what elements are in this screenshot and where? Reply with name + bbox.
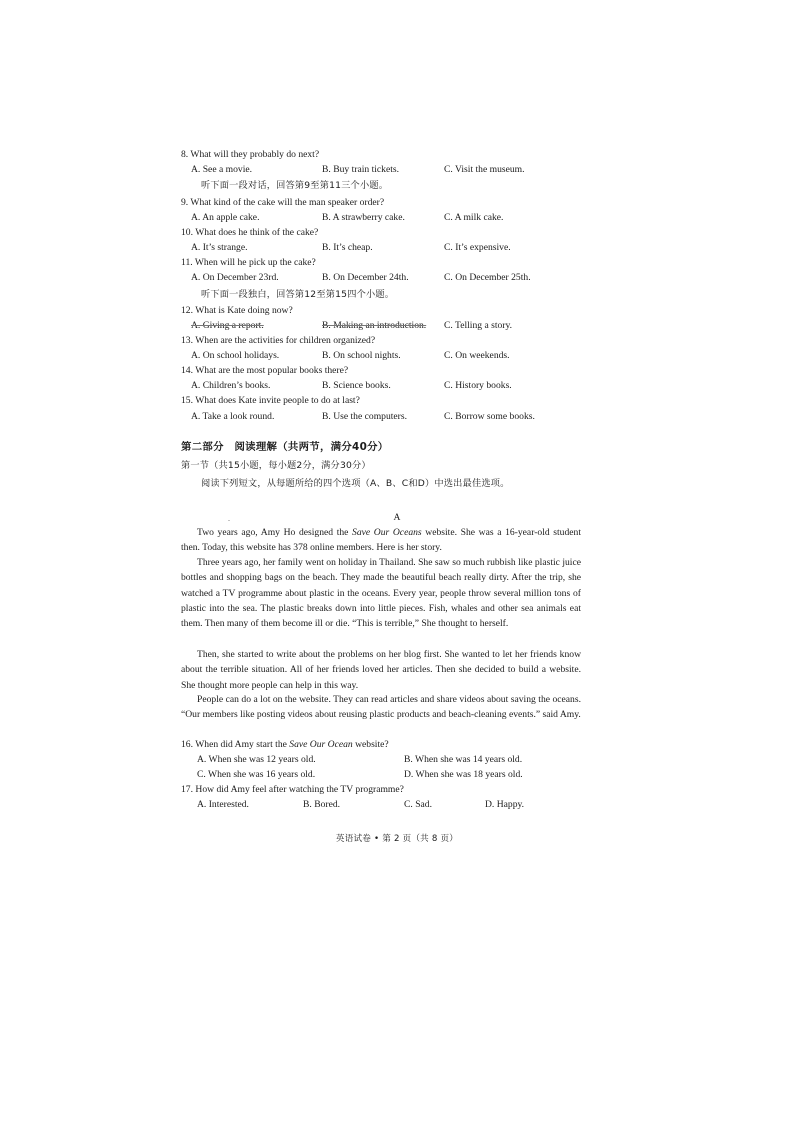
question-9-option-b: B. A strawberry cake. <box>322 212 405 223</box>
question-13-option-c: C. On weekends. <box>444 350 510 361</box>
question-14-stem: 14. What are the most popular books there? <box>181 365 349 376</box>
question-8-stem: 8. What will they probably do next? <box>181 149 320 160</box>
question-12-option-b: B. Making an introduction. <box>322 320 427 331</box>
question-17-option-b: B. Bored. <box>303 799 341 810</box>
question-16-option-c: C. When she was 16 years old. <box>197 769 316 780</box>
question-10-stem: 10. What does he think of the cake? <box>181 227 319 238</box>
question-13-option-b: B. On school nights. <box>322 350 401 361</box>
passage-paragraph-3: Then, she started to write about the problems on her blog first. She wanted to let her friends know about the terrible situation. All of her friends loved her articles. Then she decided to build a website. She thought more people can help in this way. <box>181 649 581 691</box>
question-11-option-c: C. On December 25th. <box>444 272 531 283</box>
question-13-stem: 13. When are the activities for children organized? <box>181 335 376 346</box>
question-16-option-d: D. When she was 18 years old. <box>404 769 523 780</box>
question-11-option-b: B. On December 24th. <box>322 272 409 283</box>
section-one-title: 第一节（共15小题，每小题2分，满分30分） <box>181 460 371 471</box>
listening-instruction-2: 听下面一段独白，回答第12至第15四个小题。 <box>201 289 395 300</box>
question-16-option-a: A. When she was 12 years old. <box>197 754 316 765</box>
question-15-option-b: B. Use the computers. <box>322 411 407 422</box>
question-14-option-b: B. Science books. <box>322 380 391 391</box>
passage-paragraph-1: Two years ago, Amy Ho designed the Save Our Oceans website. She was a 16-year-old student then. Today, this website has 378 online members. Here is her story. <box>181 527 581 554</box>
passage-paragraph-2: Three years ago, her family went on holiday in Thailand. She saw so much rubbish like plastic juice bottles and shopping bags on the beach. They made the beautiful beach really dirty. After the trip, she watched a TV programme about plastic in the oceans. Every year, people throw several million tons of plastic into the sea. The plastic breaks down into little pieces. Fish, whales and other sea animals eat them. Then many of them become ill or die. “This is terrible,” She thought to herself. <box>181 557 581 630</box>
part-two-title: 第二部分 阅读理解（共两节，满分40分） <box>181 441 389 453</box>
question-9-option-a: A. An apple cake. <box>191 212 260 223</box>
question-12-stem: 12. What is Kate doing now? <box>181 305 293 316</box>
page-footer: 英语试卷 • 第 2 页（共 8 页） <box>335 834 459 844</box>
question-10-option-a: A. It’s strange. <box>191 242 248 253</box>
stray-dot: . <box>228 514 230 523</box>
question-14-option-a: A. Children’s books. <box>191 380 271 391</box>
question-16-option-b: B. When she was 14 years old. <box>404 754 523 765</box>
question-17-option-c: C. Sad. <box>404 799 432 810</box>
question-12-option-a: A. Giving a report. <box>191 320 264 331</box>
question-15-stem: 15. What does Kate invite people to do at last? <box>181 395 360 406</box>
question-16-stem: 16. When did Amy start the Save Our Ocean website? <box>181 739 389 750</box>
question-14-option-c: C. History books. <box>444 380 512 391</box>
question-17-stem: 17. How did Amy feel after watching the TV programme? <box>181 784 404 795</box>
question-10-option-c: C. It’s expensive. <box>444 242 511 253</box>
question-17-option-a: A. Interested. <box>197 799 249 810</box>
question-17-option-d: D. Happy. <box>485 799 525 810</box>
question-15-option-c: C. Borrow some books. <box>444 411 535 422</box>
question-8-option-a: A. See a movie. <box>191 164 253 175</box>
question-13-option-a: A. On school holidays. <box>191 350 280 361</box>
question-12-option-c: C. Telling a story. <box>444 320 513 331</box>
question-9-stem: 9. What kind of the cake will the man speaker order? <box>181 197 385 208</box>
question-8-option-c: C. Visit the museum. <box>444 164 525 175</box>
reading-instruction: 阅读下列短文，从每题所给的四个选项（A、B、C和D）中选出最佳选项。 <box>201 478 510 489</box>
question-15-option-a: A. Take a look round. <box>191 411 275 422</box>
listening-instruction-1: 听下面一段对话，回答第9至第11三个小题。 <box>201 180 389 191</box>
question-10-option-b: B. It’s cheap. <box>322 242 373 253</box>
passage-paragraph-4: People can do a lot on the website. They can read articles and share videos about saving the oceans. “Our members like posting videos about reusing plastic products and beach-cleaning events.” said Amy. <box>181 694 581 721</box>
question-9-option-c: C. A milk cake. <box>444 212 504 223</box>
passage-label: A <box>393 512 401 523</box>
question-11-option-a: A. On December 23rd. <box>191 272 279 283</box>
question-8-option-b: B. Buy train tickets. <box>322 164 400 175</box>
question-11-stem: 11. When will he pick up the cake? <box>181 257 316 268</box>
